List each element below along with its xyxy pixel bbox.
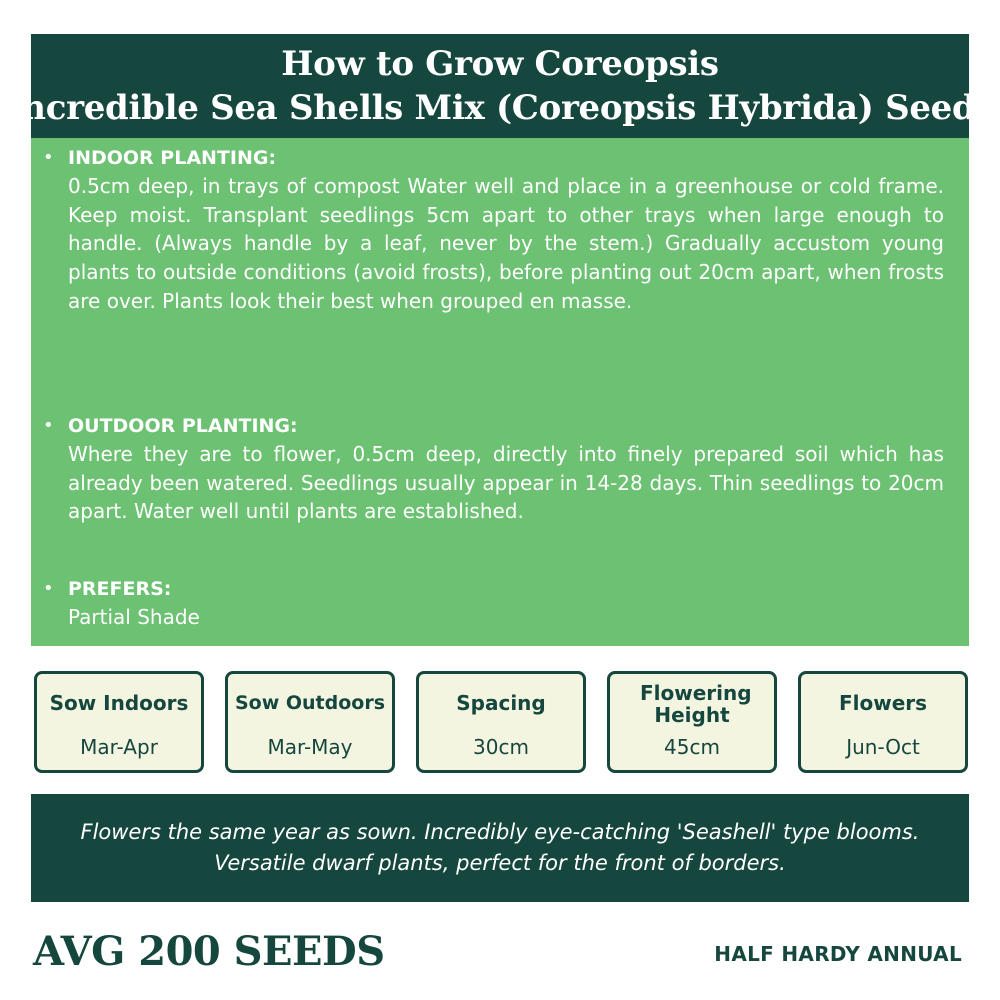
description-banner bbox=[31, 794, 969, 902]
stat-card-sow-indoors bbox=[34, 671, 204, 773]
stat-label: Flowering Height bbox=[640, 681, 752, 727]
stat-value: Jun-Oct bbox=[846, 735, 920, 759]
section-text: Partial Shade bbox=[68, 605, 200, 629]
section-text: 0.5cm deep, in trays of compost Water well and place in a greenhouse or cold frame. Keep moist. Transplant seedlings 5cm apart to other trays when large enough to handle. (Always handle by a leaf, never by the stem.) Gradually accustom young plants to outside conditions (avoid frosts), before planting out 20cm apart, when frosts are over. Plants look their best when grouped en masse. bbox=[68, 174, 944, 313]
stat-label: Spacing bbox=[456, 691, 546, 715]
section-title: OUTDOOR PLANTING: bbox=[68, 415, 298, 437]
stat-label: Flowers bbox=[838, 691, 928, 715]
description-text: Flowers the same year as sown. Incredibly eye-catching 'Seashell' type blooms. Versatile dwarf plants, perfect for the front of borders. bbox=[80, 820, 920, 875]
page-header bbox=[5, 34, 995, 138]
stat-label: Sow Indoors bbox=[49, 691, 189, 715]
page-subtitle: Incredible Sea Shells Mix (Coreopsis Hybrida) Seeds bbox=[5, 88, 995, 128]
page-title: How to Grow Coreopsis bbox=[281, 44, 719, 84]
section-text: Where they are to flower, 0.5cm deep, directly into finely prepared soil which has already been watered. Seedlings usually appear in 14-28 days. Thin seedlings to 20cm apart. Water well until plants are established. bbox=[68, 442, 944, 524]
stat-card-flowering-height bbox=[607, 671, 777, 773]
section-title: INDOOR PLANTING: bbox=[68, 147, 277, 169]
bullet: • bbox=[43, 415, 54, 436]
stat-label: Sow Outdoors bbox=[234, 692, 386, 714]
instructions-panel bbox=[31, 138, 969, 646]
section-title: PREFERS: bbox=[68, 578, 172, 600]
bullet: • bbox=[43, 147, 54, 168]
stat-card-spacing bbox=[416, 671, 586, 773]
stat-value: 30cm bbox=[473, 735, 529, 759]
bullet: • bbox=[43, 578, 54, 599]
stat-value: Mar-Apr bbox=[80, 735, 158, 759]
stat-value: Mar-May bbox=[267, 735, 353, 759]
seed-count: AVG 200 SEEDS bbox=[33, 928, 385, 975]
stat-card-flowers bbox=[798, 671, 968, 773]
stat-card-sow-outdoors bbox=[225, 671, 395, 773]
plant-type: HALF HARDY ANNUAL bbox=[714, 942, 962, 966]
stats-row bbox=[34, 671, 970, 775]
stat-value: 45cm bbox=[664, 735, 720, 759]
